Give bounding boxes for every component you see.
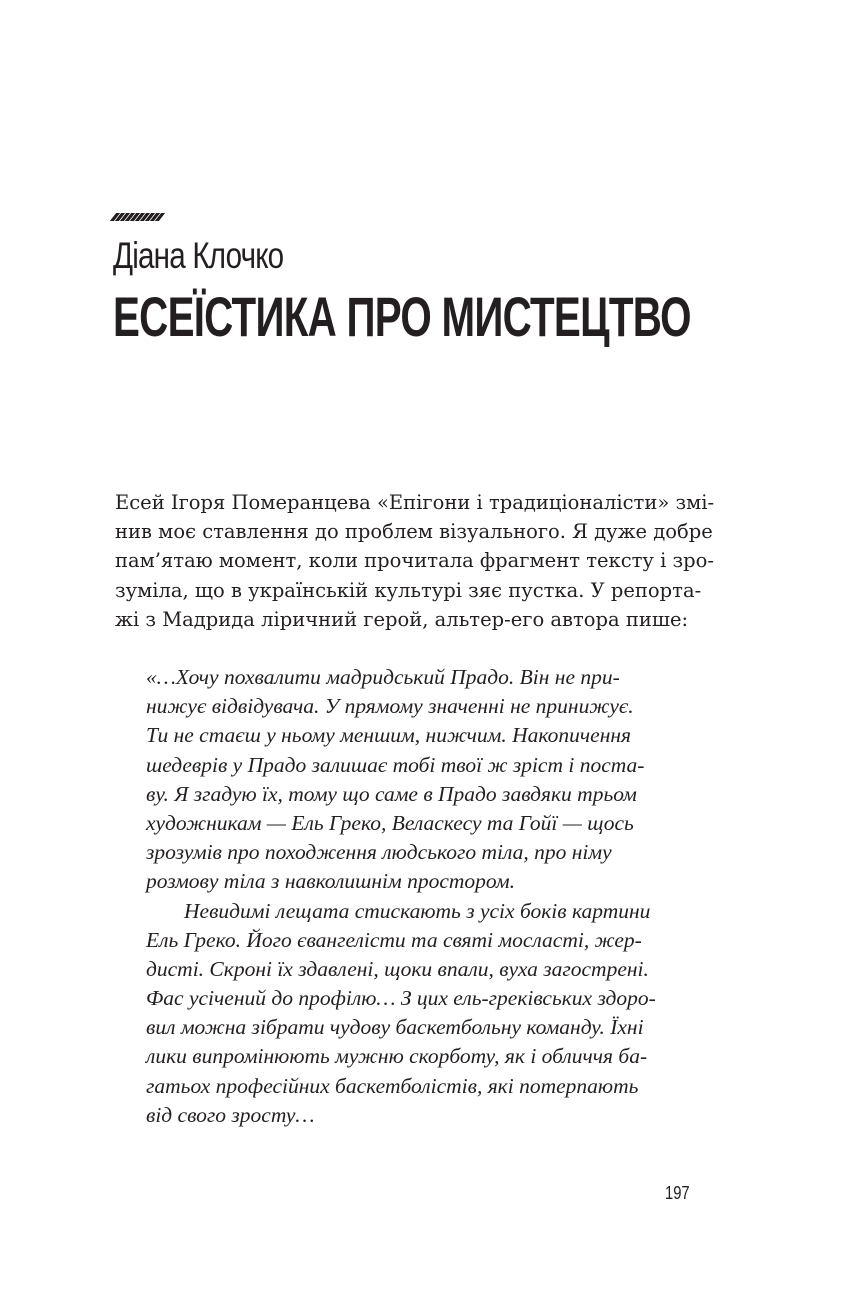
quote-line: шедеврів у Прадо залишає тобі твої ж зріст і поста- [146, 752, 645, 777]
quote-line: Фас усічений до профілю… З цих ель-греківських здоро- [146, 986, 656, 1011]
body-paragraph [115, 488, 725, 634]
quote-line: художникам — Ель Греко, Веласкесу та Гойї — щось [146, 810, 634, 835]
block-quote [146, 663, 666, 1130]
quote-line: Ель Греко. Його євангелісти та святі мосласті, жер- [146, 927, 642, 952]
body-line: жі з Мадрида ліричний герой, альтер-его автора пише: [115, 607, 689, 631]
quote-line: від свого зросту… [146, 1102, 315, 1127]
quote-line: дисті. Скроні їх здавлені, щоки впали, вуха загострені. [146, 956, 649, 981]
body-line: зуміла, що в українській культурі зяє пустка. У репорта- [115, 578, 702, 602]
quote-line: розмову тіла з навколишнім простором. [146, 869, 515, 894]
quote-line: лики випромінюють мужню скорботу, як і обличчя ба- [146, 1044, 648, 1069]
decorative-stripe [113, 213, 165, 221]
body-line: нив моє ставлення до проблем візуального. Я дуже добре [115, 520, 713, 544]
body-line: пам’ятаю момент, коли прочитала фрагмент тексту і зро- [115, 549, 714, 573]
quote-line: нижує відвідувача. У прямому значенні не принижує. [146, 694, 634, 719]
quote-line: «…Хочу похвалити мадридський Прадо. Він не при- [146, 665, 620, 689]
chapter-title: ЕСЕЇСТИКА ПРО МИСТЕЦТВО [113, 285, 691, 348]
quote-line: Невидимі лещата стискають з усіх боків картини [184, 898, 651, 923]
page-number: 197 [665, 1183, 690, 1203]
quote-line: ву. Я згадую їх, тому що саме в Прадо завдяки трьом [146, 781, 637, 806]
quote-line: зрозумів про походження людського тіла, про німу [146, 840, 612, 865]
body-line: Есей Ігоря Померанцева «Епігони і традиціоналісти» змі- [115, 491, 715, 514]
quote-line: гатьох професійних баскетболістів, які потерпають [146, 1073, 639, 1098]
quote-line: вил можна зібрати чудову баскетбольну команду. Їхні [146, 1015, 644, 1040]
author-name: Діана Клочко [113, 235, 284, 276]
quote-line: Ти не стаєш у ньому меншим, нижчим. Накопичення [146, 723, 632, 748]
